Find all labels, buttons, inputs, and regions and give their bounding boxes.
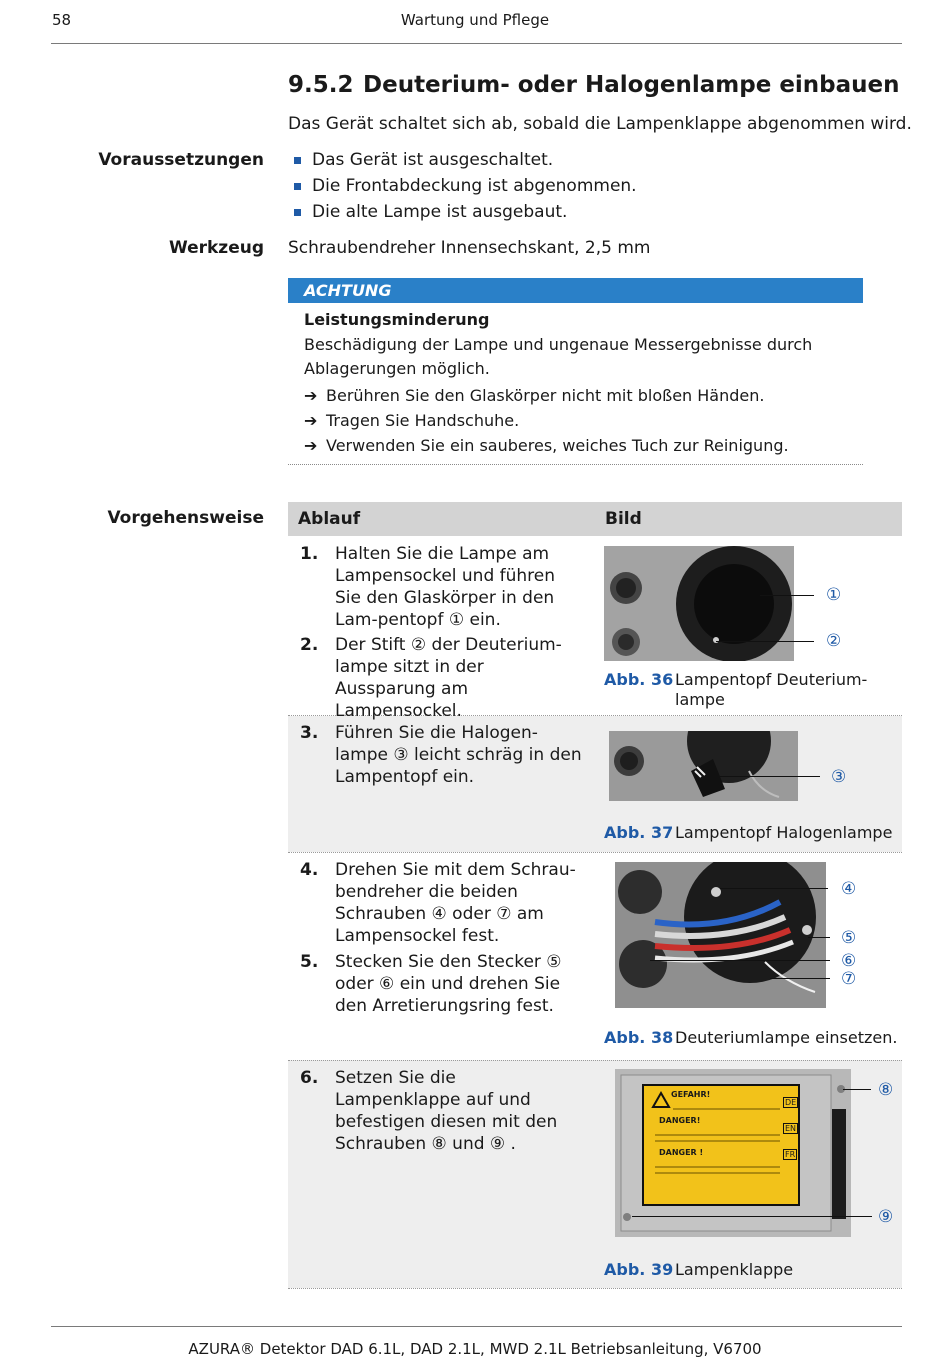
list-item: Das Gerät ist ausgeschaltet. (292, 150, 637, 176)
notice-actions (304, 386, 789, 461)
leader-line (720, 888, 828, 889)
sticker-flag: EN (785, 1124, 797, 1133)
list-item: Die Frontabdeckung ist abgenommen. (292, 176, 637, 202)
callout-5: ⑤ (841, 928, 857, 948)
leader-line (808, 937, 830, 938)
leader-line (770, 978, 830, 979)
tool-label: Werkzeug (168, 238, 264, 258)
figure-photo-lamp-pot-halogen (609, 731, 798, 801)
notice-text: Beschädigung der Lampe und ungenaue Messergebnisse durch Ablagerungen möglich. (304, 335, 813, 378)
section-heading (288, 72, 900, 98)
halogen-lamp-illustration (609, 731, 798, 801)
leader-line (632, 1216, 872, 1217)
sticker-text: DANGER! (659, 1116, 701, 1125)
notice-level: ACHTUNG (304, 281, 392, 300)
deuterium-insert-illustration (615, 862, 826, 1008)
figure-caption: Abb. 38 Deuteriumlampe einsetzen. (604, 1028, 898, 1047)
row-divider (288, 1288, 902, 1289)
figure-photo-lamp-cover (615, 1069, 851, 1237)
lamp-pot-illustration (604, 546, 794, 661)
section-number: 9.5.2 (288, 72, 354, 98)
leader-line (712, 776, 820, 777)
figure-caption: Abb. 39 Lampenklappe (604, 1260, 794, 1279)
notice-divider (288, 464, 863, 465)
section-title: Deuterium- oder Halogenlampe einbauen (363, 72, 900, 98)
footer-text: AZURA® Detektor DAD 6.1L, DAD 2.1L, MWD 2.1L Betriebsanleitung, V6700 (188, 1340, 762, 1358)
figure-photo-lamp-pot-deuterium (604, 546, 794, 661)
arrow-right-icon: ➔ (304, 411, 318, 430)
prerequisites-list (292, 150, 637, 228)
column-header-steps: Ablauf (298, 509, 361, 529)
list-item: ➔ Berühren Sie den Glaskörper nicht mit bloßen Händen. (304, 386, 765, 405)
notice-bar (288, 278, 863, 303)
list-item: ➔ Verwenden Sie ein sauberes, weiches Tuch zur Reinigung. (304, 436, 789, 455)
row-divider (288, 852, 902, 853)
leader-line (843, 1089, 871, 1090)
procedure-label: Vorgehensweise (107, 508, 264, 528)
running-title: Wartung und Pflege (400, 11, 550, 29)
callout-6: ⑥ (841, 951, 857, 971)
arrow-right-icon: ➔ (304, 436, 318, 455)
prerequisites-label: Voraussetzungen (98, 150, 264, 170)
figure-caption: Abb. 36 Lampentopf Deuterium-lampe (604, 670, 868, 709)
figure-caption: Abb. 37 Lampentopf Halogenlampe (604, 823, 893, 842)
bullet-icon (294, 183, 301, 190)
callout-9: ⑨ (878, 1207, 894, 1227)
sticker-text: GEFAHR! (671, 1090, 711, 1099)
table-header (288, 502, 902, 536)
column-header-image: Bild (605, 509, 642, 529)
list-item: ➔ Tragen Sie Handschuhe. (304, 411, 520, 430)
header-rule (51, 43, 902, 44)
arrow-right-icon: ➔ (304, 386, 318, 405)
section-intro: Das Gerät schaltet sich ab, sobald die Lampenklappe abgenommen wird. (288, 114, 912, 134)
bullet-icon (294, 157, 301, 164)
callout-7: ⑦ (841, 969, 857, 989)
footer-rule (51, 1326, 902, 1327)
sticker-flag: FR (785, 1150, 796, 1159)
callout-3: ③ (831, 767, 847, 787)
leader-line (716, 641, 814, 642)
list-item: Die alte Lampe ist ausgebaut. (292, 202, 637, 228)
leader-line (760, 595, 814, 596)
sticker-text: DANGER ! (659, 1148, 704, 1157)
lamp-cover-illustration (615, 1069, 851, 1237)
tool-text: Schraubendreher Innensechskant, 2,5 mm (288, 238, 651, 258)
page-number: 58 (52, 11, 72, 29)
callout-8: ⑧ (878, 1080, 894, 1100)
callout-4: ④ (841, 879, 857, 899)
bullet-icon (294, 209, 301, 216)
sticker-flag: DE (785, 1098, 797, 1107)
callout-2: ② (826, 631, 842, 651)
notice-title: Leistungsminderung (304, 310, 490, 329)
leader-line (650, 960, 830, 961)
callout-1: ① (826, 585, 842, 605)
figure-photo-deuterium-insert (615, 862, 826, 1008)
row-divider (288, 1060, 902, 1061)
